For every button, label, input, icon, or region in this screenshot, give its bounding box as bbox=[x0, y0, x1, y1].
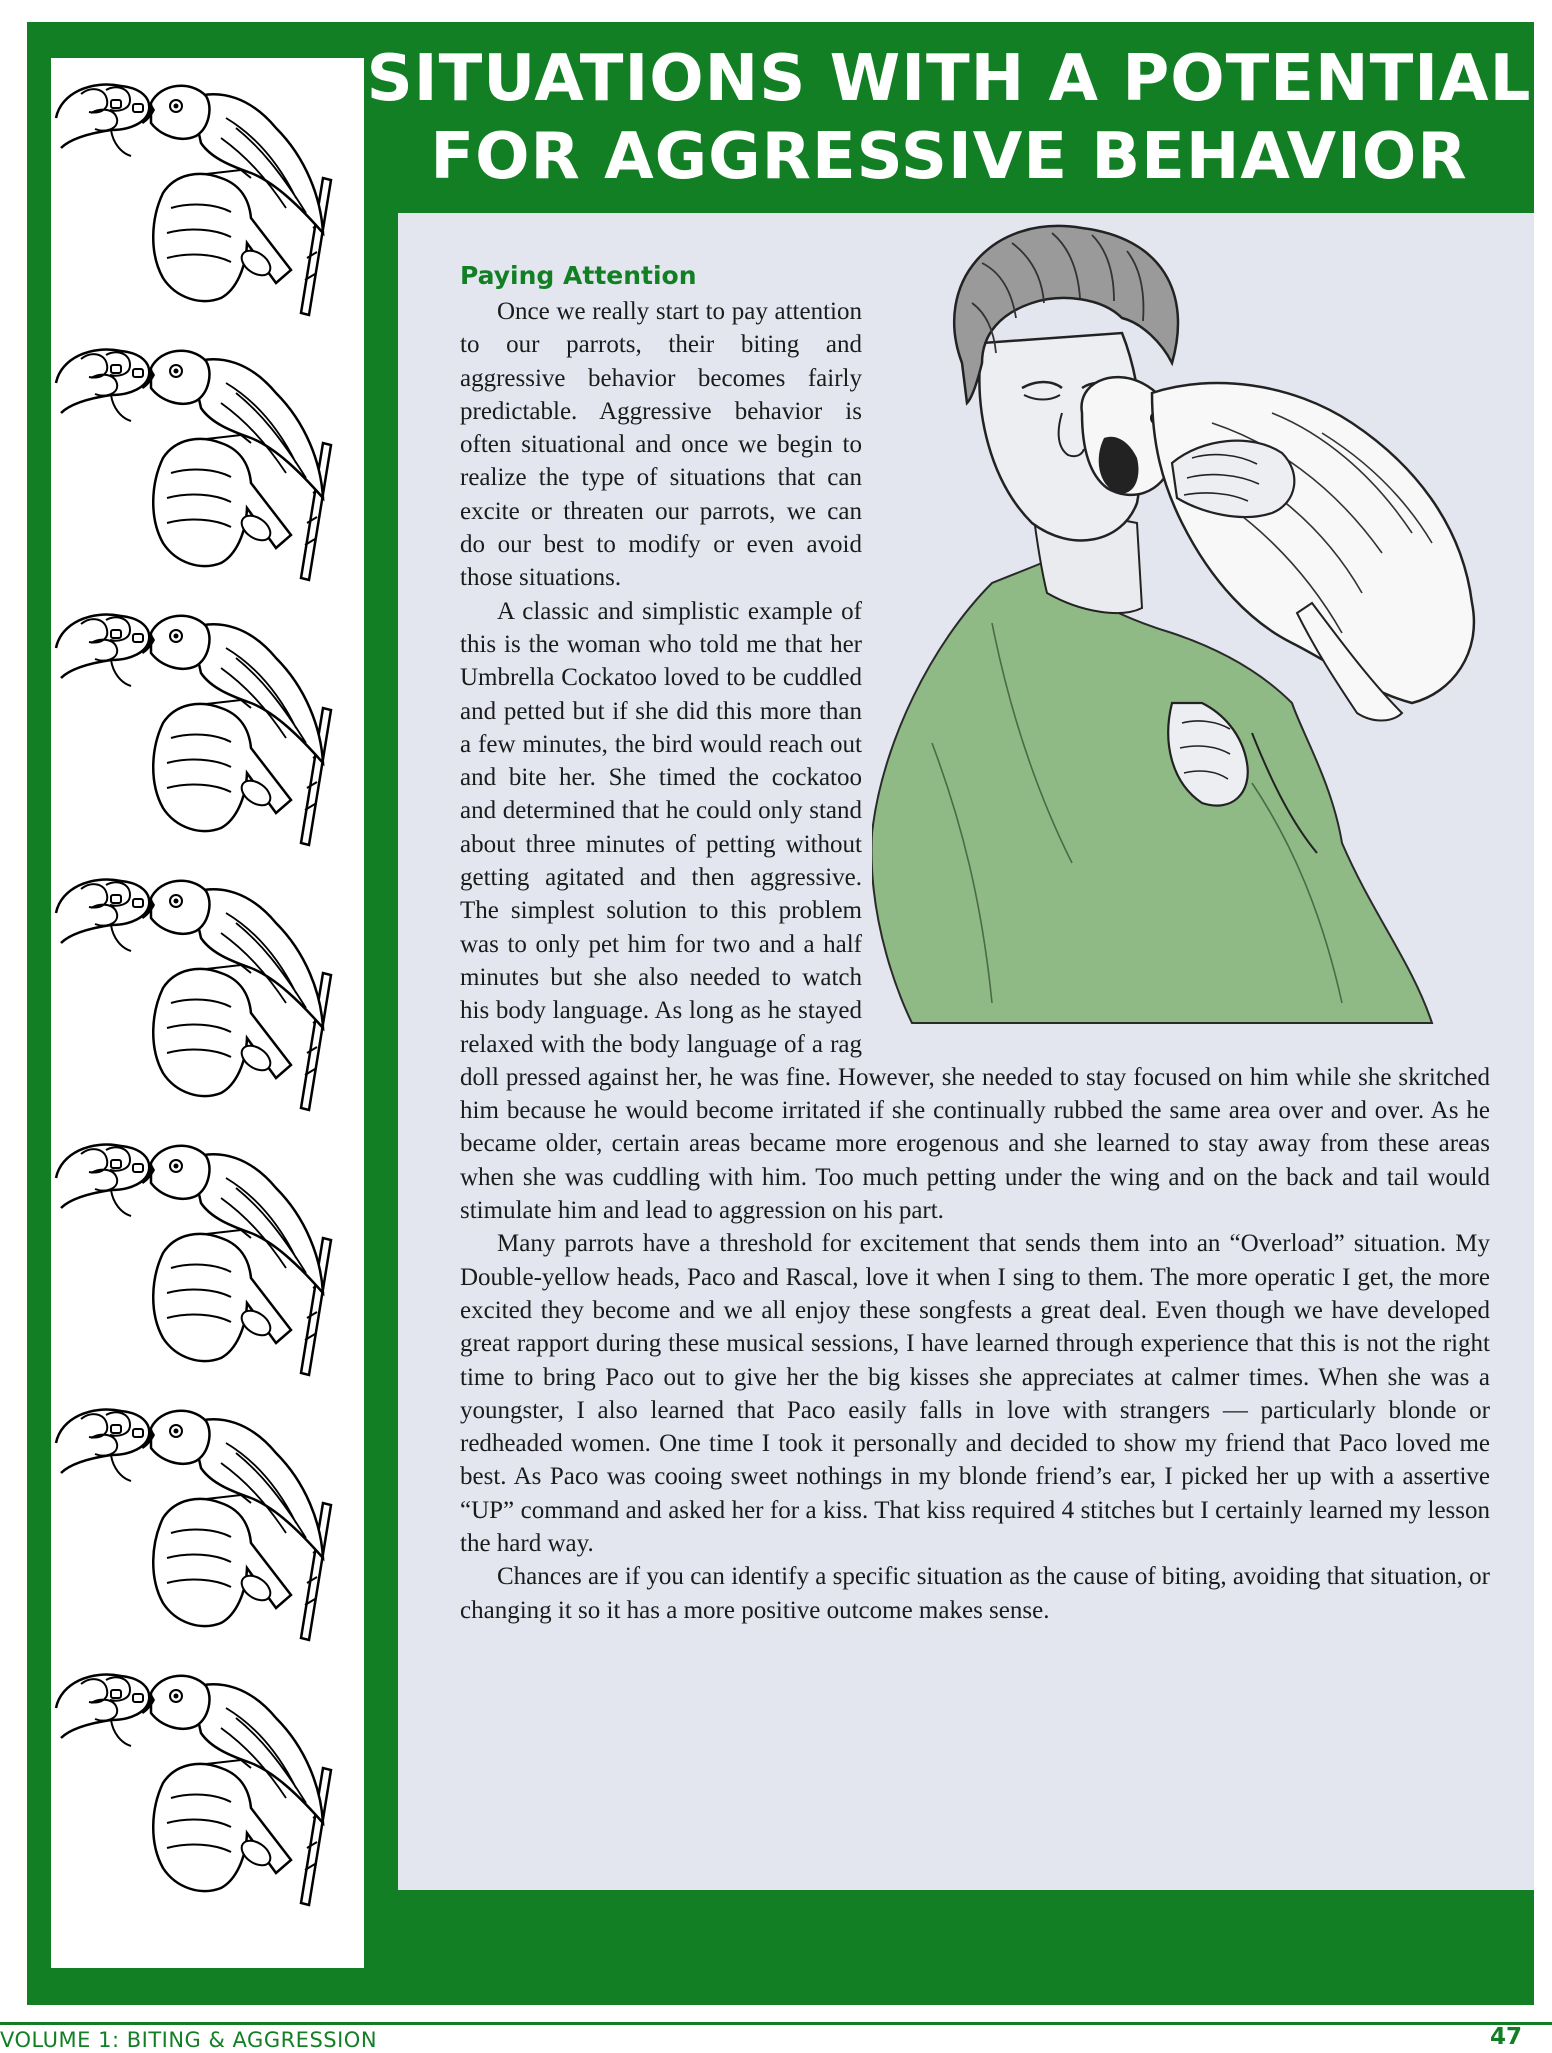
decorative-strip bbox=[51, 58, 364, 1968]
paragraph-4: Chances are if you can identify a specific situation as the cause of biting, avoiding that situation, or changing it so it has a more positive outcome makes sense. bbox=[460, 1563, 1490, 1624]
hand-parrot-drawing bbox=[51, 1648, 364, 1908]
hand-parrot-drawing bbox=[51, 58, 364, 318]
section-heading: Paying Attention bbox=[460, 261, 697, 290]
woman-with-cockatoo-illustration bbox=[872, 223, 1494, 1028]
hand-parrot-drawing bbox=[51, 588, 364, 848]
hand-parrot-drawing bbox=[51, 1383, 364, 1643]
title-line-1: SITUATIONS WITH A POTENTIAL bbox=[366, 42, 1532, 116]
hand-parrot-drawing bbox=[51, 1118, 364, 1378]
hand-parrot-drawing bbox=[51, 853, 364, 1113]
footer-volume-title: VOLUME 1: BITING & AGGRESSION bbox=[0, 2028, 378, 2052]
footer-rule bbox=[0, 2022, 1552, 2025]
paragraph-1: Once we really start to pay attention to our parrots, their biting and aggressive behavior becomes fairly predictable. Aggressive behavior is often situational and once we begin to realize the type of situations that can excite or threaten our parrots, we can do our best to modify or even avoid those situations. bbox=[460, 298, 862, 592]
article-body bbox=[460, 259, 1490, 1627]
paragraph-3: Many parrots have a threshold for excitement that sends them into an “Overload” situation. My Double-yellow heads, Paco and Rascal, love it when I sing to them. The more operatic I get, the more excited they become and we all enjoy these songfests a great deal. Even though we have developed great rapport during these musical sessions, I have learned through experience that this is not the right time to bring Paco out to give her the big kisses she appreciates at calmer times. When she was a youngster, I also learned that Paco easily falls in love with strangers — particularly blonde or redheaded women. One time I took it personally and decided to show my friend that Paco loved me best. As Paco was cooing sweet nothings in my blonde friend’s ear, I picked her up with a assertive “UP” command and asked her for a kiss. That kiss required 4 stitches but I certainly learned my lesson the hard way. bbox=[460, 1230, 1490, 1557]
title-line-2: FOR AGGRESSIVE BEHAVIOR bbox=[430, 120, 1468, 194]
hand-parrot-drawing bbox=[51, 323, 364, 583]
page-title bbox=[364, 40, 1534, 196]
page-number: 47 bbox=[1489, 2024, 1522, 2050]
paragraph-2: A classic and simplistic example of this is the woman who told me that her Umbrella Cockatoo loved to be cuddled and petted but if she did this more than a few minutes, the bird would reach out and bite her. She timed the cockatoo and determined that he could only stand about three minutes of petting without getting agitated and then aggressive. The simplest solution to this problem was to only pet him for two and a half minutes but she also needed to watch his body language. As long as he stayed relaxed with the body language of a rag doll pressed against her, he was fine. However, she needed to stay focused on him while she skritched him because he would become irritated if she continually rubbed the same area over and over. As he became older, certain areas became more erogenous and she learned to stay away from these areas when she was cuddling with him. Too much petting under the wing and on the back and tail would stimulate him and lead to aggression on his part. bbox=[460, 597, 1490, 1225]
